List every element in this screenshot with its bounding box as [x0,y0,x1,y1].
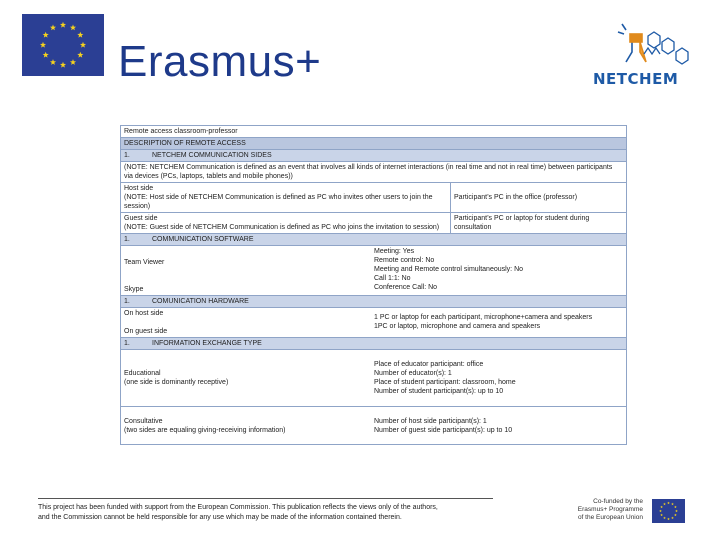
section-communication-software [121,234,626,246]
section-number: 1. [124,152,130,159]
consultative-title: Consultative [124,417,163,425]
footer-divider [38,498,493,499]
section-number: 1. [124,298,130,305]
exchange-consultative-row [121,407,626,444]
educational-detail-line: Number of student participant(s): up to 10 [374,388,504,395]
software-team-viewer: Team Viewer [124,259,165,266]
description-header: DESCRIPTION OF REMOTE ACCESS [124,140,246,147]
netchem-wordmark: NETCHEM [593,70,679,88]
guest-side-title: Guest side [124,215,158,222]
software-capability-line: Conference Call: No [374,284,438,291]
eu-star-icon [660,506,663,509]
section-label: COMMUNICATION SOFTWARE [152,236,254,243]
educational-subtitle: (one side is dominantly receptive) [124,379,229,386]
eu-star-icon [659,510,662,513]
doc-title: Remote access classroom-professor [124,128,238,135]
hardware-guest-value: 1PC or laptop, microphone and camera and speakers [374,323,541,330]
eu-star-icon [671,517,674,520]
eu-star-icon [663,517,666,520]
eu-star-icon [43,52,49,58]
hardware-guest-label: On guest side [124,328,168,335]
software-row [121,246,626,296]
software-skype: Skype [124,286,144,293]
educational-detail-line: Place of educator participant: office [374,361,484,368]
disclaimer-line: and the Commission cannot be held responsible for any use which may be made of the information contained therein. [38,514,402,521]
eu-star-icon [60,62,66,68]
host-side-note: (NOTE: Host side of NETCHEM Communication is defined as PC who invites other users to join the session) [124,194,433,210]
educational-detail-line: Place of student participant: classroom, home [374,379,516,386]
eu-star-icon [50,24,56,30]
eu-star-icon [671,503,674,506]
eu-star-icon [660,514,663,517]
host-side-title: Host side [124,185,154,192]
host-side-value: Participant’s PC in the office (professor) [454,194,578,201]
eu-stars-small-icon [652,499,685,523]
netchem-flask-icon [588,14,708,104]
eu-star-icon [70,59,76,65]
section-communication-hardware [121,296,626,308]
cofunded-label: Co-funded by the Erasmus+ Programme of the European Union [577,498,643,521]
netchem-logo [588,14,708,104]
communication-note: (NOTE: NETCHEM Communication is defined as an event that involves all kinds of internet interactions (in real time and not in real time) between participants via devices (PCs, laptops, tablets and mobile phones)) [124,164,613,180]
eu-star-icon [50,59,56,65]
educational-title: Educational [124,370,161,377]
section-number: 1. [124,340,130,347]
guest-side-value: Participant’s PC or laptop for student during consultation [454,215,590,231]
guest-side-note: (NOTE: Guest side of NETCHEM Communication is defined as PC who joins the invitation to session) [124,224,440,231]
guest-side-row [121,213,626,234]
description-header-row [121,138,626,150]
section-information-exchange [121,338,626,350]
section-number: 1. [124,236,130,243]
consultative-detail-line: Number of host side participant(s): 1 [374,417,487,425]
remote-access-document [120,125,627,445]
software-capabilities [371,246,626,295]
eu-star-icon [40,42,46,48]
disclaimer-line: This project has been funded with support from the European Commission. This publication reflects the views only of the authors, [38,504,438,511]
software-capability-line: Meeting: Yes [374,248,415,255]
hardware-host-label: On host side [124,310,164,317]
eu-stars-icon [22,14,104,76]
hardware-host-value: 1 PC or laptop for each participant, microphone+camera and speakers [374,314,593,321]
consultative-detail-line: Number of guest side participant(s): up to 10 [374,426,513,434]
eu-star-icon [667,518,670,521]
eu-flag-logo [22,14,104,76]
eu-star-icon [77,52,83,58]
section-label: INFORMATION EXCHANGE TYPE [152,340,262,347]
eu-star-icon [77,32,83,38]
software-capability-line: Call 1:1: No [374,275,411,282]
eu-flag-small-logo [652,499,685,523]
erasmus-plus-logo: Erasmus+ [118,37,322,86]
eu-star-icon [667,502,670,505]
eu-star-icon [60,22,66,28]
exchange-educational-row [121,350,626,407]
section-label: NETCHEM COMMUNICATION SIDES [152,152,272,159]
eu-star-icon [675,510,678,513]
eu-star-icon [80,42,86,48]
eu-star-icon [43,32,49,38]
educational-detail-line: Number of educator(s): 1 [374,370,452,377]
eu-star-icon [674,506,677,509]
consultative-subtitle: (two sides are equaling giving-receiving information) [124,426,286,434]
doc-title-row [121,126,626,138]
eu-star-icon [674,514,677,517]
section-label: COMUNICATION HARDWARE [152,298,249,305]
software-capability-line: Meeting and Remote control simultaneously: No [374,266,524,273]
note-communication-row [121,162,626,183]
host-side-row [121,183,626,213]
hardware-row [121,308,626,338]
eu-star-icon [70,24,76,30]
eu-star-icon [663,503,666,506]
section-communication-sides [121,150,626,162]
software-capability-line: Remote control: No [374,257,435,264]
footer-disclaimer [38,503,508,523]
